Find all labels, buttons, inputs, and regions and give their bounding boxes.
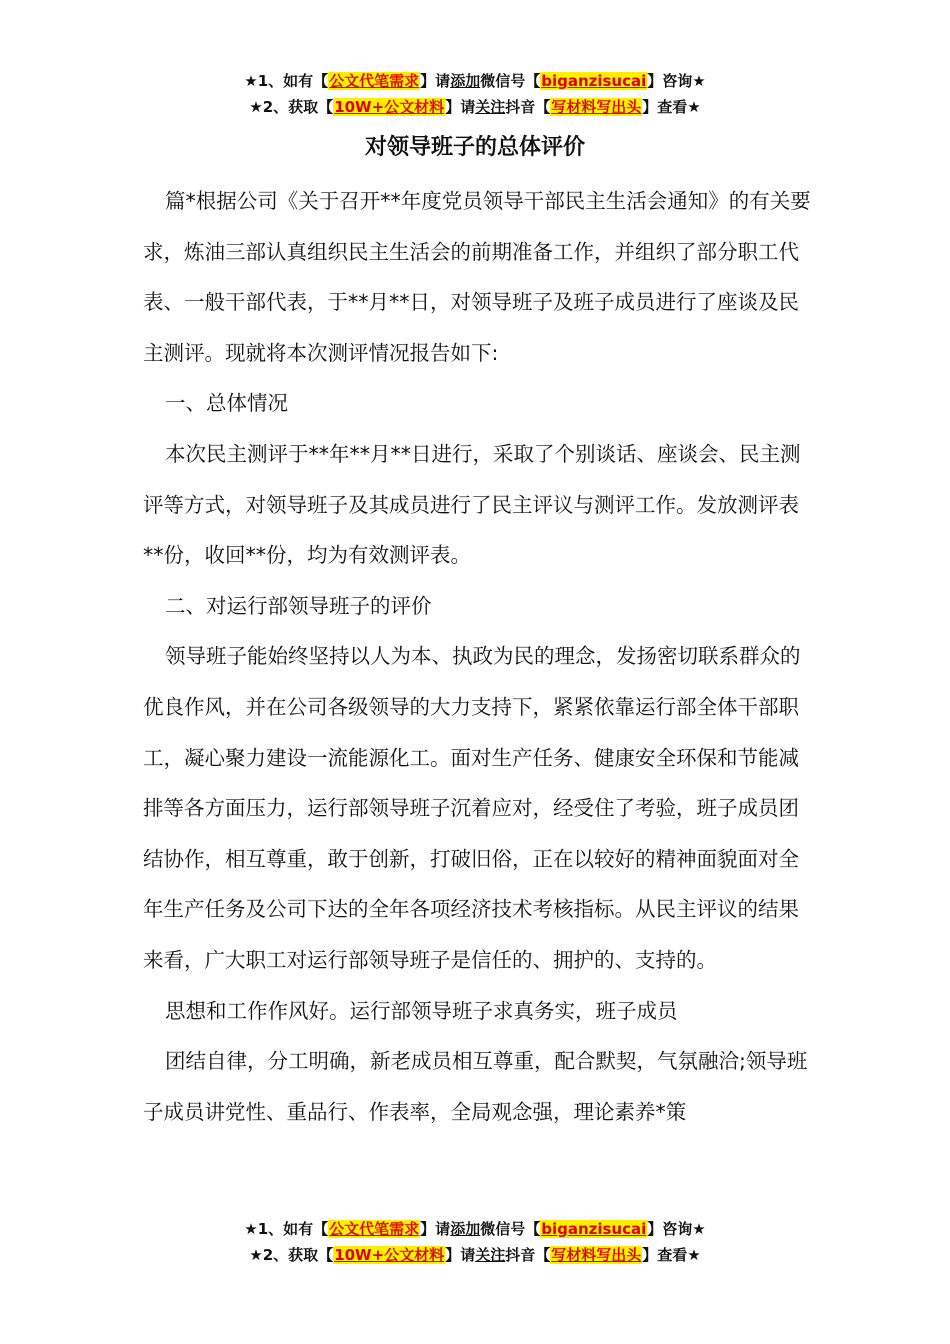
- banner-underline: 添加: [450, 1220, 481, 1238]
- footer-banner-line-1: [0, 1216, 950, 1242]
- paragraph: 领导班子能始终坚持以人为本、执政为民的理念，发扬密切联系群众的优良作风，并在公司各级领导的大力支持下，紧紧依靠运行部全体干部职工，凝心聚力建设一流能源化工。面对生产任务、健康安全环保和节能减排等各方面压力，运行部领导班子沉着应对，经受住了考验，班子成员团结协作，相互尊重，敢于创新，打破旧俗，正在以较好的精神面貌面对全年生产任务及公司下达的全年各项经济技术考核指标。从民主评议的结果来看，广大职工对运行部领导班子是信任的、拥护的、支持的。: [143, 644, 801, 972]
- banner-text: 】请: [445, 98, 476, 116]
- banner-highlight: 10W+公文材料: [334, 1246, 445, 1264]
- banner-highlight: 公文代笔需求: [329, 1220, 420, 1238]
- banner-text: 】咨询★: [647, 1220, 706, 1238]
- banner-text: 微信号【: [480, 1220, 541, 1238]
- banner-text: 】请: [445, 1246, 476, 1264]
- banner-underline: 添加: [450, 72, 481, 90]
- wechat-id: biganzisucai: [541, 72, 647, 90]
- header-banner: [0, 68, 950, 120]
- paragraph: 篇*根据公司《关于召开**年度党员领导干部民主生活会通知》的有关要求，炼油三部认真组织民主生活会的前期准备工作，并组织了部分职工代表、一般干部代表，于**月**日，对领导班子及班子成员进行了座谈及民主测评。现就将本次测评情况报告如下:: [143, 189, 811, 365]
- banner-text: 抖音【: [505, 98, 551, 116]
- banner-text: 】请: [420, 72, 451, 90]
- document-body: [143, 176, 813, 1137]
- footer-banner: [0, 1216, 950, 1268]
- banner-text: ★2、获取【: [249, 98, 334, 116]
- banner-text: 】查看★: [642, 98, 701, 116]
- douyin-account: 写材料写出头: [551, 98, 642, 116]
- header-banner-line-2: [0, 94, 950, 120]
- banner-text: 】咨询★: [647, 72, 706, 90]
- banner-text: 微信号【: [480, 72, 541, 90]
- banner-highlight: 10W+公文材料: [334, 98, 445, 116]
- paragraph: 本次民主测评于**年**月**日进行，采取了个别谈话、座谈会、民主测评等方式，对领导班子及其成员进行了民主评议与测评工作。发放测评表**份，收回**份，均为有效测评表。: [143, 441, 801, 568]
- banner-text: ★1、如有【: [244, 1220, 329, 1238]
- header-banner-line-1: [0, 68, 950, 94]
- section-heading: 一、总体情况: [165, 391, 288, 416]
- paragraph: 团结自律，分工明确，新老成员相互尊重，配合默契，气氛融洽;领导班子成员讲党性、重品行、作表率，全局观念强，理论素养*策: [143, 1049, 808, 1124]
- banner-highlight: 公文代笔需求: [329, 72, 420, 90]
- banner-text: ★1、如有【: [244, 72, 329, 90]
- document-title: 对领导班子的总体评价: [364, 135, 585, 160]
- banner-text: 】请: [420, 1220, 451, 1238]
- banner-text: 抖音【: [505, 1246, 551, 1264]
- banner-text: ★2、获取【: [249, 1246, 334, 1264]
- footer-banner-line-2: [0, 1242, 950, 1268]
- banner-text: 】查看★: [642, 1246, 701, 1264]
- section-heading: 二、对运行部领导班子的评价: [165, 593, 432, 618]
- douyin-account: 写材料写出头: [551, 1246, 642, 1264]
- banner-underline: 关注: [475, 98, 506, 116]
- banner-underline: 关注: [475, 1246, 506, 1264]
- paragraph: 思想和工作作风好。运行部领导班子求真务实，班子成员: [165, 998, 678, 1023]
- wechat-id: biganzisucai: [541, 1220, 647, 1238]
